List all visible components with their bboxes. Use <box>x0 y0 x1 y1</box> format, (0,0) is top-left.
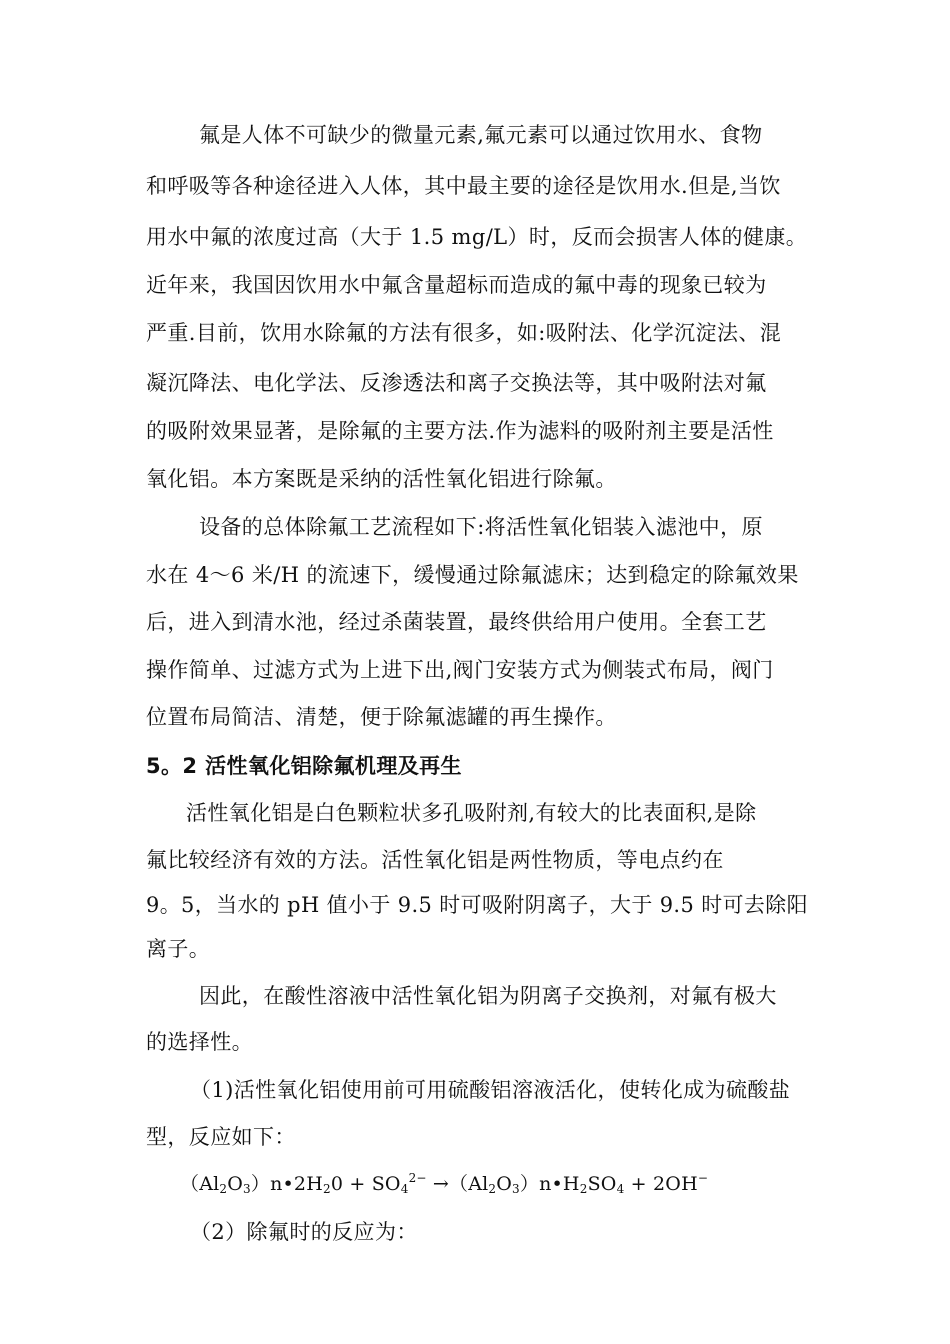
paragraph1-line-1: 氟是人体不可缺少的微量元素,氟元素可以通过饮用水、食物 <box>199 123 763 147</box>
formula-subscript: 2 <box>322 1182 331 1196</box>
step1-line-1: （1)活性氧化铝使用前可用硫酸铝溶液活化，使转化成为硫酸盐 <box>190 1078 791 1102</box>
paragraph4-line-2: 的选择性。 <box>146 1030 253 1054</box>
step1-line-2: 型，反应如下： <box>146 1125 296 1149</box>
step2-line: （2）除氟时的反应为： <box>190 1220 418 1244</box>
paragraph2-line-3: 后，进入到清水池，经过杀菌装置，最终供给用户使用。全套工艺 <box>146 610 767 634</box>
activation-reaction-formula <box>180 1169 708 1199</box>
formula-part: + 2OH <box>624 1173 698 1195</box>
formula-part: →（Al <box>426 1173 489 1195</box>
formula-subscript: 3 <box>512 1182 520 1196</box>
formula-subscript: 2 <box>219 1182 228 1196</box>
paragraph1-line-2: 和呼吸等各种途径进入人体，其中最主要的途径是饮用水.但是,当饮 <box>146 174 781 198</box>
paragraph1-line-5: 严重.目前，饮用水除氟的方法有很多，如:吸附法、化学沉淀法、混 <box>146 321 782 345</box>
formula-superscript: 2− <box>408 1171 427 1185</box>
paragraph1-line-8: 氧化铝。本方案既是采纳的活性氧化铝进行除氟。 <box>146 467 617 491</box>
formula-part: O <box>227 1173 244 1195</box>
paragraph3-line-2: 氟比较经济有效的方法。活性氧化铝是两性物质，等电点约在 <box>146 848 724 872</box>
paragraph1-line-3: 用水中氟的浓度过高（大于 1.5 mg/L）时，反而会损害人体的健康。 <box>146 225 808 249</box>
paragraph3-line-3: 9。5，当水的 pH 值小于 9.5 时可吸附阴离子，大于 9.5 时可去除阳 <box>146 893 808 917</box>
formula-subscript: 4 <box>400 1182 409 1196</box>
formula-part: O <box>496 1173 513 1195</box>
section-heading: 5。2 活性氧化铝除氟机理及再生 <box>146 754 462 778</box>
paragraph2-line-4: 操作简单、过滤方式为上进下出,阀门安装方式为侧装式布局，阀门 <box>146 658 774 682</box>
paragraph4-line-1: 因此，在酸性溶液中活性氧化铝为阴离子交换剂，对氟有极大 <box>199 984 777 1008</box>
formula-subscript: 4 <box>616 1182 625 1196</box>
formula-superscript: − <box>697 1171 709 1185</box>
formula-part: SO <box>587 1173 617 1195</box>
formula-subscript: 3 <box>243 1182 251 1196</box>
formula-part: （Al <box>180 1173 220 1195</box>
formula-subscript: 2 <box>488 1182 497 1196</box>
paragraph3-line-4: 离子。 <box>146 937 211 961</box>
formula-part: 0 + SO <box>330 1173 401 1195</box>
paragraph1-line-7: 的吸附效果显著，是除氟的主要方法.作为滤料的吸附剂主要是活性 <box>146 419 774 443</box>
paragraph2-line-5: 位置布局简洁、清楚，便于除氟滤罐的再生操作。 <box>146 705 617 729</box>
formula-part: ）n•H <box>519 1173 580 1195</box>
paragraph2-line-2: 水在 4～6 米/H 的流速下，缓慢通过除氟滤床；达到稳定的除氟效果 <box>146 563 799 587</box>
paragraph2-line-1: 设备的总体除氟工艺流程如下:将活性氧化铝装入滤池中，原 <box>199 515 763 539</box>
paragraph3-line-1: 活性氧化铝是白色颗粒状多孔吸附剂,有较大的比表面积,是除 <box>186 801 757 825</box>
paragraph1-line-6: 凝沉降法、电化学法、反渗透法和离子交换法等，其中吸附法对氟 <box>146 371 767 395</box>
paragraph1-line-4: 近年来，我国因饮用水中氟含量超标而造成的氟中毒的现象已较为 <box>146 273 767 297</box>
formula-subscript: 2 <box>579 1182 588 1196</box>
formula-part: ）n•2H <box>250 1173 323 1195</box>
